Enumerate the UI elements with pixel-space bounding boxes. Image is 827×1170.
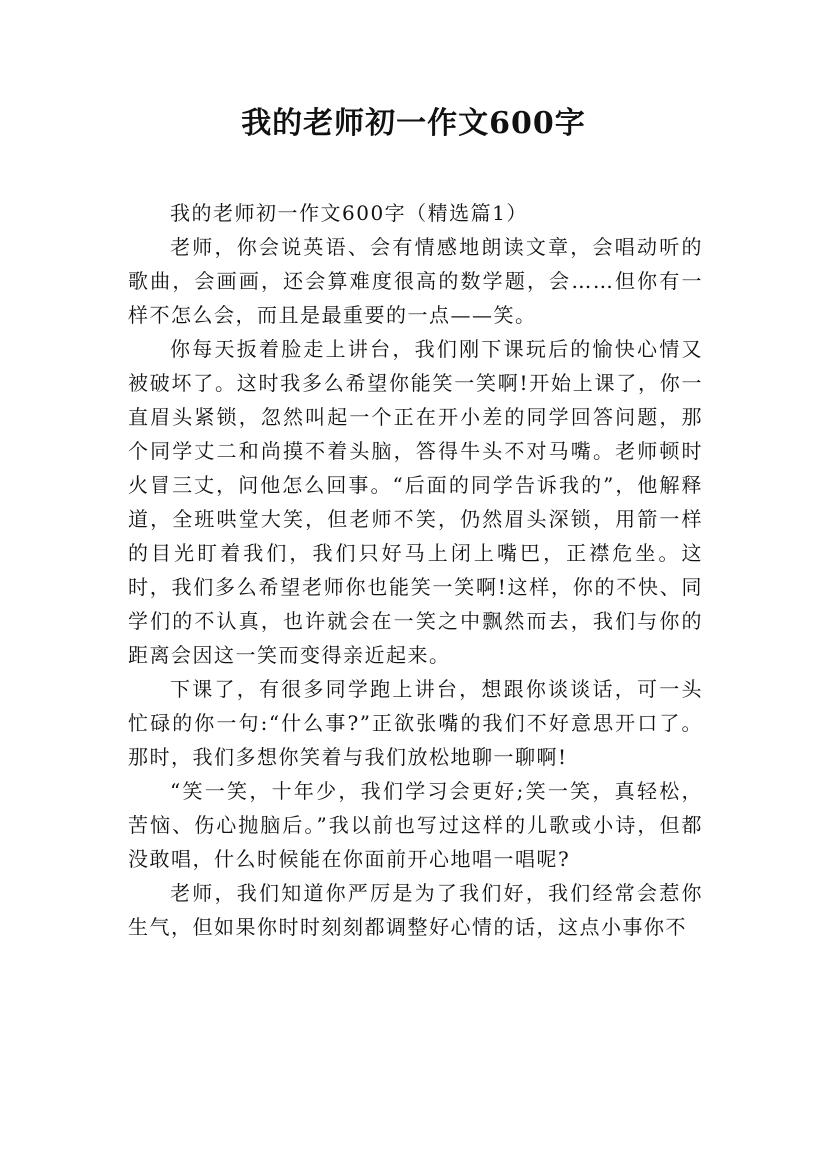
document-subtitle: 我的老师初一作文600字（精选篇1） (170, 201, 528, 225)
paragraph: “笑一笑，十年少，我们学习会更好;笑一笑，真轻松，苦恼、伤心抛脑后。”我以前也写过这样的儿歌或小诗，但都没敢唱，什么时候能在你面前开心地唱一唱呢? (128, 779, 703, 871)
paragraph: 你每天扳着脸走上讲台，我们刚下课玩后的愉快心情又被破坏了。这时我多么希望你能笑一笑啊!开始上课了，你一直眉头紧锁，忽然叫起一个正在开小差的同学回答问题，那个同学丈二和尚摸不着头脑，答得牛头不对马嘴。老师顿时火冒三丈，问他怎么回事。“后面的同学告诉我的”，他解释道，全班哄堂大笑，但老师不笑，仍然眉头深锁，用箭一样的目光盯着我们，我们只好马上闭上嘴巴，正襟危坐。这时，我们多么希望老师你也能笑一笑啊!这样，你的不快、同学们的不认真，也许就会在一笑之中飘然而去，我们与你的距离会因这一笑而变得亲近起来。 (128, 337, 703, 667)
paragraph: 下课了，有很多同学跑上讲台，想跟你谈谈话，可一头忙碌的你一句:“什么事?”正欲张嘴的我们不好意思开口了。那时，我们多想你笑着与我们放松地聊一聊啊! (128, 677, 703, 769)
paragraph: 老师，你会说英语、会有情感地朗读文章，会唱动听的歌曲，会画画，还会算难度很高的数学题，会……但你有一样不怎么会，而且是最重要的一点——笑。 (128, 235, 703, 327)
document-title: 我的老师初一作文600字 (241, 106, 586, 141)
paragraph: 老师，我们知道你严厉是为了我们好，我们经常会惹你生气，但如果你时时刻刻都调整好心情的话，这点小事你不 (128, 881, 703, 939)
document-body (128, 196, 703, 944)
